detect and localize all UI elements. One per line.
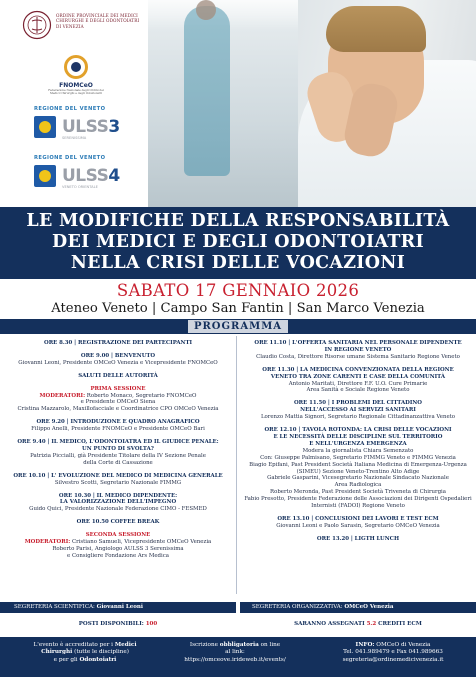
program-item: ORE 12.10 | TAVOLA ROTONDA: LA CRISI DELLE VOCAZIONI E LE NECESSITÀ DELLE DISCIPLINE SUL TERRITORIO E NELL'URGENZA EMERGENZA Modera la giornalista Chiara Semenzato Con: Giuseppe Palmisano, Segretario FIMMG Veneto e FIMMG Venezia Biagio Epifani, Past President Società Italiana Medicina di Emergenza-Urgenza (SIMEU) Sezione Veneto-Trentino Alto Adige Gabriele Gasparini, Vicesegretario Nazionale Sindacato Nazionale Area Radiologica Roberto Meronda, Past President Società Triveneta di Chirurgia Fabio Presotto, Presidente Federazione delle Associazioni dei Dirigenti Ospedalieri Internisti (FADOI) Regione Veneto (244, 427, 472, 510)
hero-photo (148, 0, 476, 207)
session-heading: SECONDA SESSIONE (85, 532, 151, 539)
program-item: ORE 11.30 | LA MEDICINA CONVENZIONATA DELLA REGIONE VENETO TRA ZONE CARENTI E CASE DELLA COMUNITÀ Antonio Maritati, Direttore F.F. U.O. Cure Primarie Area Sanità e Sociale Regione Veneto (262, 366, 454, 394)
ulss4-mark: ULSS4 (62, 166, 120, 186)
program-item: ORE 9.00 | BENVENUTO Giovanni Leoni, Presidente OMCeO Venezia e Vicepresidente FNOMCeO (18, 352, 218, 366)
accreditation-info: L'evento è accreditato per i Medici Chirurghi (tutte le discipline) e per gli Odontoiatri (33, 642, 137, 663)
program-item: ORE 10.50 COFFEE BREAK (76, 519, 160, 526)
event-venue: Ateneo Veneto | Campo San Fantin | San Marco Venezia (51, 301, 425, 316)
program-item: ORE 9.40 | IL MEDICO, L'ODONTOIATRA ED IL GIUDICE PENALE: UN PUNTO DI SVOLTA? Patrizia Piccialli, già Presidente Titolare della IV Sezione Penale della Corte di Cassazione (17, 439, 219, 466)
program-item: ORE 11.10 | L'OFFERTA SANITARIA NEL PERSONALE DIPENDENTE IN REGIONE VENETO Claudio Costa, Direttore Risorse umane Sistema Sanitario Regione Veneto (254, 340, 462, 360)
column-divider (236, 336, 237, 594)
title-band (0, 207, 476, 279)
fnomceo-ring-icon (64, 55, 88, 79)
moderators: MODERATORI: Cristiano Samueli, Vicepresidente OMCeO Venezia Roberto Parisi, Angiologo AULSS 3 Serenissima e Consigliere Fondazione Ars Medica (24, 539, 212, 559)
title-line-1: LE MODIFICHE DELLA RESPONSABILITÀ (26, 211, 450, 231)
fnomceo-logo (46, 55, 106, 96)
programma-bar (0, 319, 476, 334)
event-date: SABATO 17 GENNAIO 2026 (116, 281, 360, 300)
ulss4-area: VENETO ORIENTALE (62, 185, 98, 189)
organizing-secretariat: SEGRETERIA ORGANIZZATIVA: OMCeO Venezia (240, 602, 476, 613)
ulss3-mark: ULSS3 (62, 117, 120, 137)
region-label: REGIONE DEL VENETO (34, 106, 106, 112)
logo-panel (0, 0, 148, 207)
title-line-2: DEI MEDICI E DEGLI ODONTOIATRI (51, 232, 425, 252)
program-item: ORE 10.10 | L' EVOLUZIONE DEL MEDICO DI MEDICINA GENERALE Silvestro Scotti, Segretario Nazionale FIMMG (13, 472, 223, 486)
contact-info: INFO: OMCeO di Venezia Tel. 041.989479 e Fax 041.989663 segreteria@ordinemedicivenezia.it (318, 642, 468, 664)
program-item: ORE 11.50 | I PROBLEMI DEL CITTADINO NELL'ACCESSO AI SERVIZI SANITARI Lorenzo Mattia Signori, Segretario Regionale Cittadinanzattiva Veneto (260, 400, 456, 421)
program-left-column (4, 336, 232, 560)
session-heading: PRIMA SESSIONE (90, 385, 146, 392)
walking-nurse-figure (184, 6, 230, 176)
fnomceo-name: FNOMCeO (59, 82, 93, 89)
moderators: MODERATORI: Roberto Monaco, Segretario FNOMCeO e Presidente OMCeO Siena Cristina Mazzarolo, Maxillofacciale e Coordinatrice CPO OMCeO Venezia (17, 392, 219, 413)
footer-band (0, 637, 476, 677)
title-line-3: NELLA CRISI DELLE VOCAZIONI (70, 253, 406, 273)
ulss3-logo (34, 106, 124, 140)
ulss3-area: SERENISSIMA (62, 136, 87, 140)
veneto-shield-icon (34, 116, 56, 138)
contact-email[interactable]: segreteria@ordinemedicivenezia.it (342, 656, 444, 663)
program-item: ORE 9.20 | INTRODUZIONE E QUADRO ANAGRAFICO Filippo Anelli, Presidente FNOMCeO e Presidente OMCeO Bari (31, 419, 205, 433)
ulss4-logo (34, 155, 124, 189)
program-item: ORE 13.20 | LIGTH LUNCH (316, 535, 400, 542)
program-item: ORE 13.10 | CONCLUSIONI DEI LAVORI E TEST ECM Giovanni Leoni e Paolo Sarasin, Segretario OMCeO Venezia (276, 515, 440, 529)
scientific-secretariat: SEGRETERIA SCIENTIFICA: Giovanni Leoni (0, 602, 236, 613)
program-right-column (242, 336, 474, 543)
phone-fax: Tel. 041.989479 e Fax 041.989663 (343, 649, 443, 656)
program-item: ORE 10.30 | IL MEDICO DIPENDENTE: LA VALORIZZAZIONE DELL'IMPEGNO Guido Quici, Presidente Nazionale Federazione CIMO - FESMED (29, 492, 207, 513)
omceo-name: ORDINE PROVINCIALE DEI MEDICI CHIRURGHI E DEGLI ODONTOIATRI DI VENEZIA (56, 13, 140, 29)
available-seats: POSTI DISPONIBILI: 100 (78, 621, 158, 627)
registration-info: Iscrizione obbligatoria on line al link: https://omceove.irideweb.it/events/ (170, 642, 300, 664)
registration-link[interactable]: https://omceove.irideweb.it/events/ (184, 656, 286, 663)
header (0, 0, 476, 207)
omceo-seal-icon (22, 10, 52, 40)
fnomceo-subtitle: Federazione Nazionale degli Ordini dei Medici Chirurghi e degli Odontoiatri (48, 88, 104, 96)
program-item: ORE 8.30 | REGISTRAZIONE DEI PARTECIPANTI (44, 340, 192, 346)
ecm-credits: SARANNO ASSEGNATI 5.2 CREDITI ECM (294, 621, 422, 627)
programma-label: PROGRAMMA (188, 320, 288, 333)
veneto-shield-icon (34, 165, 56, 187)
region-label: REGIONE DEL VENETO (34, 155, 106, 161)
program-item: SALUTI DELLE AUTORITÀ (78, 372, 158, 379)
omceo-logo (22, 10, 142, 44)
